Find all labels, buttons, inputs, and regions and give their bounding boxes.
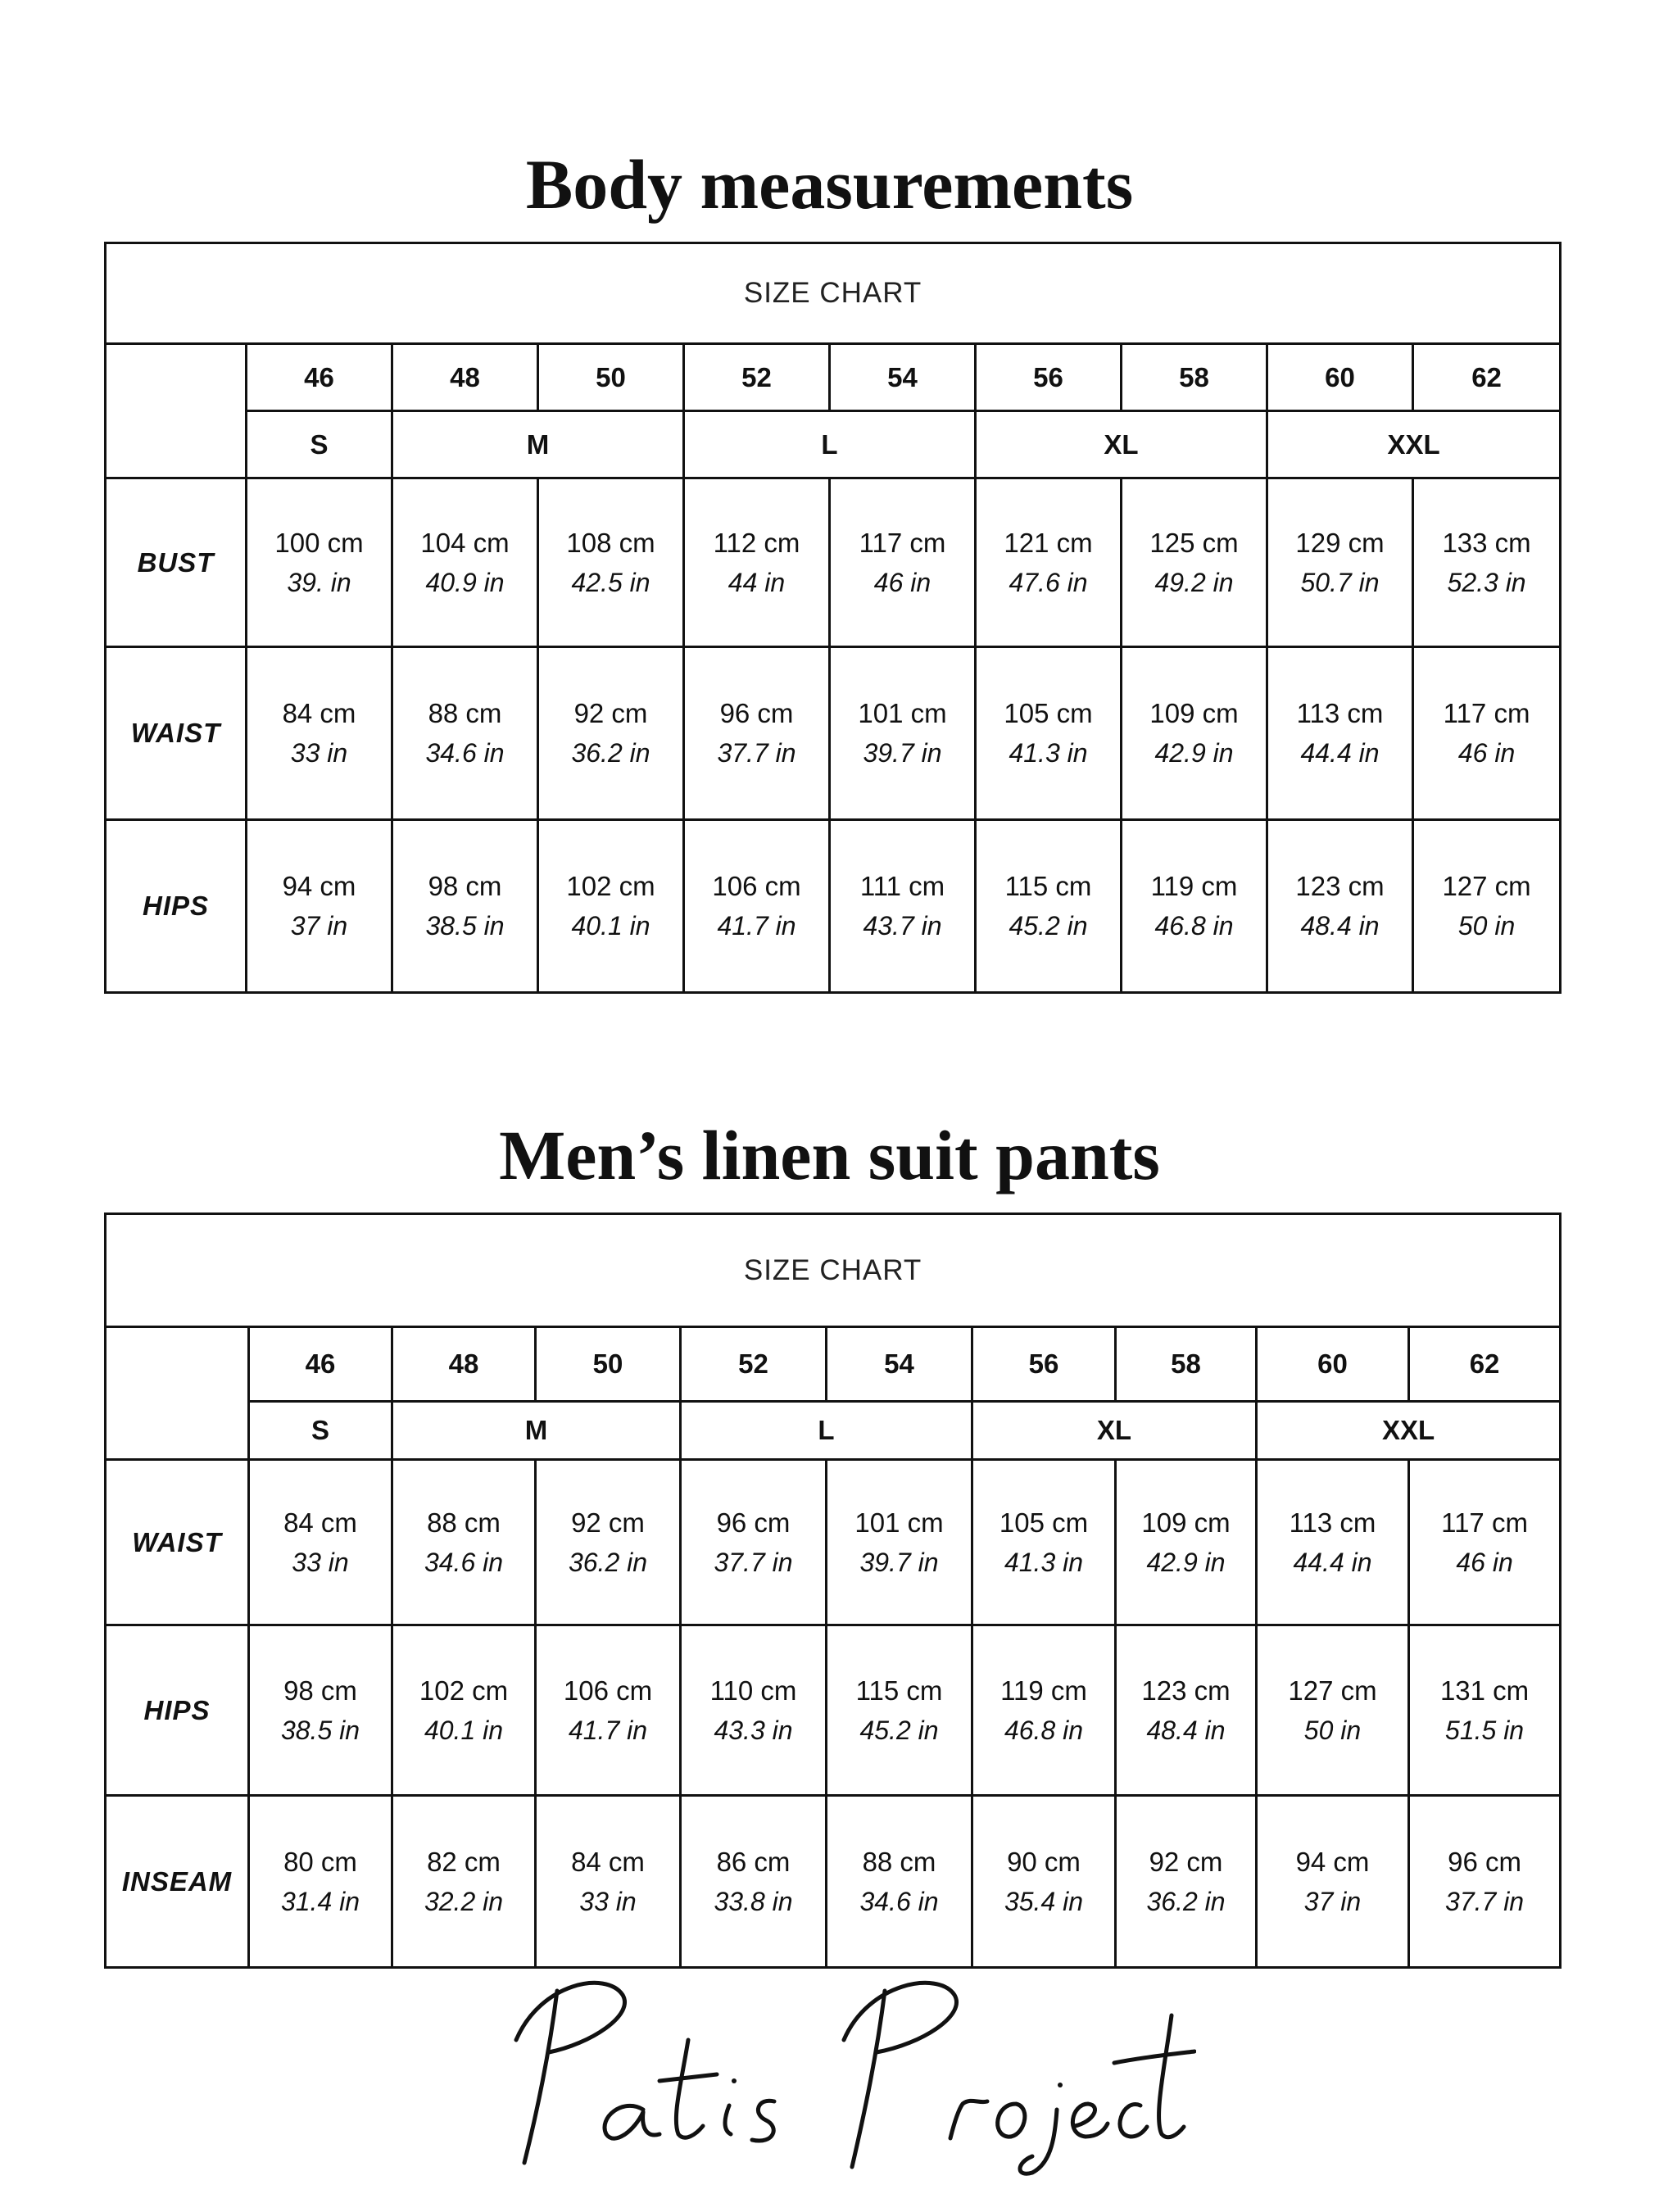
size-48: 48: [392, 344, 538, 411]
inch-value: 44.4 in: [1293, 1547, 1372, 1577]
size-54: 54: [827, 1327, 972, 1402]
measurement-cell: [684, 478, 830, 647]
measurement-cell: [392, 1796, 536, 1968]
inch-value: 46 in: [873, 567, 931, 597]
cm-value: 96 cm: [719, 698, 794, 728]
cm-value: 96 cm: [716, 1507, 791, 1538]
measurement-cell: [536, 1460, 681, 1625]
measurement-cell: [1122, 647, 1267, 820]
patis-project-signature-logo: [492, 1966, 1196, 2179]
size-60: 60: [1267, 344, 1413, 411]
measurement-cell: [1409, 1460, 1561, 1625]
inch-value: 43.3 in: [714, 1715, 793, 1745]
cm-value: 113 cm: [1296, 698, 1384, 728]
cm-value: 98 cm: [428, 871, 502, 901]
inch-value: 41.3 in: [1009, 738, 1088, 768]
measurement-cell: [249, 1796, 392, 1968]
inch-value: 33.8 in: [714, 1886, 793, 1916]
inch-value: 48.4 in: [1146, 1715, 1226, 1745]
cm-value: 90 cm: [1007, 1846, 1081, 1877]
measurement-cell: [1409, 1625, 1561, 1796]
size-56: 56: [972, 1327, 1116, 1402]
inch-value: 45.2 in: [1009, 911, 1088, 941]
inch-value: 50 in: [1457, 911, 1516, 941]
measurement-cell: [538, 478, 684, 647]
measurement-cell: [1409, 1796, 1561, 1968]
measurement-row-waist: [106, 647, 1561, 820]
measurement-cell: [1413, 478, 1561, 647]
cm-value: 86 cm: [716, 1846, 791, 1877]
letter-size-m: M: [392, 411, 684, 478]
measurement-cell: [684, 647, 830, 820]
pants-size-chart: [104, 1213, 1562, 1969]
cm-value: 92 cm: [573, 698, 648, 728]
measurement-cell: [392, 1460, 536, 1625]
measurement-cell: [976, 478, 1122, 647]
measurement-cell: [1413, 820, 1561, 993]
row-label-waist: WAIST: [106, 1460, 249, 1625]
measurement-cell: [1257, 1796, 1409, 1968]
inch-value: 38.5 in: [425, 911, 505, 941]
inch-value: 33 in: [290, 738, 348, 768]
cm-value: 106 cm: [712, 871, 801, 901]
cm-value: 82 cm: [427, 1846, 501, 1877]
inch-value: 51.5 in: [1445, 1715, 1525, 1745]
cm-value: 101 cm: [854, 1507, 944, 1538]
inch-value: 39.7 in: [863, 738, 942, 768]
cm-value: 121 cm: [1004, 527, 1093, 558]
letter-size-xxl: XXL: [1257, 1402, 1561, 1460]
inch-value: 40.1 in: [424, 1715, 504, 1745]
inch-value: 36.2 in: [568, 1547, 648, 1577]
cm-value: 117 cm: [859, 527, 946, 558]
cm-value: 123 cm: [1295, 871, 1385, 901]
inch-value: 39.7 in: [859, 1547, 939, 1577]
cm-value: 98 cm: [283, 1675, 357, 1706]
body-measurements-size-chart: [104, 242, 1562, 994]
cm-value: 88 cm: [428, 698, 502, 728]
size-52: 52: [681, 1327, 827, 1402]
measurement-cell: [249, 1460, 392, 1625]
cm-value: 129 cm: [1295, 527, 1385, 558]
cm-value: 92 cm: [1149, 1846, 1223, 1877]
inch-value: 52.3 in: [1447, 567, 1526, 597]
cm-value: 102 cm: [566, 871, 655, 901]
inch-value: 31.4 in: [280, 1886, 360, 1916]
corner-cell: [106, 344, 247, 478]
letter-size-m: M: [392, 1402, 681, 1460]
inch-value: 43.7 in: [863, 911, 942, 941]
measurement-cell: [827, 1460, 972, 1625]
inch-value: 41.7 in: [568, 1715, 648, 1745]
cm-value: 111 cm: [859, 871, 945, 901]
size-62: 62: [1409, 1327, 1561, 1402]
cm-value: 80 cm: [283, 1846, 357, 1877]
inch-value: 46.8 in: [1154, 911, 1234, 941]
size-54: 54: [830, 344, 976, 411]
inch-value: 40.1 in: [571, 911, 650, 941]
inch-value: 46.8 in: [1004, 1715, 1084, 1745]
cm-value: 104 cm: [420, 527, 510, 558]
cm-value: 94 cm: [1295, 1846, 1370, 1877]
cm-value: 119 cm: [1150, 871, 1238, 901]
cm-value: 88 cm: [862, 1846, 936, 1877]
size-50: 50: [538, 344, 684, 411]
measurement-cell: [1413, 647, 1561, 820]
inch-value: 36.2 in: [571, 738, 650, 768]
measurement-cell: [247, 820, 392, 993]
measurement-cell: [976, 647, 1122, 820]
measurement-cell: [392, 647, 538, 820]
row-label-inseam: INSEAM: [106, 1796, 249, 1968]
size-chart-header: SIZE CHART: [106, 243, 1561, 344]
cm-value: 127 cm: [1442, 871, 1531, 901]
measurement-cell: [538, 820, 684, 993]
letter-size-xxl: XXL: [1267, 411, 1561, 478]
inch-value: 45.2 in: [859, 1715, 939, 1745]
measurement-row-waist: [106, 1460, 1561, 1625]
cm-value: 123 cm: [1141, 1675, 1231, 1706]
inch-value: 33 in: [579, 1886, 637, 1916]
size-48: 48: [392, 1327, 536, 1402]
cm-value: 88 cm: [427, 1507, 501, 1538]
measurement-cell: [684, 820, 830, 993]
letter-size-l: L: [681, 1402, 972, 1460]
corner-cell: [106, 1327, 249, 1460]
cm-value: 109 cm: [1149, 698, 1239, 728]
measurement-cell: [976, 820, 1122, 993]
inch-value: 44 in: [728, 567, 786, 597]
size-46: 46: [249, 1327, 392, 1402]
measurement-cell: [827, 1796, 972, 1968]
measurement-cell: [830, 478, 976, 647]
cm-value: 115 cm: [855, 1675, 943, 1706]
letter-size-s: S: [249, 1402, 392, 1460]
cm-value: 109 cm: [1141, 1507, 1231, 1538]
inch-value: 50 in: [1303, 1715, 1362, 1745]
cm-value: 108 cm: [566, 527, 655, 558]
inch-value: 37.7 in: [717, 738, 796, 768]
size-46: 46: [247, 344, 392, 411]
cm-value: 84 cm: [282, 698, 356, 728]
letter-size-l: L: [684, 411, 976, 478]
measurement-cell: [830, 820, 976, 993]
measurement-cell: [247, 478, 392, 647]
size-58: 58: [1122, 344, 1267, 411]
body-measurements-title: Body measurements: [525, 145, 1134, 224]
size-chart-header: SIZE CHART: [106, 1214, 1561, 1327]
measurement-row-hips: [106, 1625, 1561, 1796]
measurement-cell: [1116, 1460, 1257, 1625]
cm-value: 105 cm: [1004, 698, 1093, 728]
measurement-cell: [681, 1796, 827, 1968]
row-label-hips: HIPS: [106, 1625, 249, 1796]
measurement-row-inseam: [106, 1796, 1561, 1968]
inch-value: 37.7 in: [1445, 1886, 1525, 1916]
cm-value: 117 cm: [1441, 1507, 1528, 1538]
size-56: 56: [976, 344, 1122, 411]
inch-value: 34.6 in: [424, 1547, 504, 1577]
inch-value: 50.7 in: [1300, 567, 1380, 597]
measurement-cell: [536, 1796, 681, 1968]
inch-value: 35.4 in: [1004, 1886, 1084, 1916]
measurement-cell: [1257, 1460, 1409, 1625]
size-60: 60: [1257, 1327, 1409, 1402]
measurement-row-hips: [106, 820, 1561, 993]
measurement-cell: [681, 1625, 827, 1796]
cm-value: 84 cm: [571, 1846, 645, 1877]
letter-size-xl: XL: [972, 1402, 1257, 1460]
measurement-cell: [1267, 647, 1413, 820]
size-58: 58: [1116, 1327, 1257, 1402]
cm-value: 112 cm: [713, 527, 800, 558]
measurement-cell: [1116, 1796, 1257, 1968]
measurement-cell: [1267, 820, 1413, 993]
inch-value: 42.5 in: [571, 567, 650, 597]
inch-value: 37.7 in: [714, 1547, 793, 1577]
inch-value: 46 in: [1457, 738, 1516, 768]
inch-value: 44.4 in: [1300, 738, 1380, 768]
inch-value: 36.2 in: [1146, 1886, 1226, 1916]
inch-value: 34.6 in: [859, 1886, 939, 1916]
row-label-hips: HIPS: [106, 820, 247, 993]
row-label-bust: BUST: [106, 478, 247, 647]
inch-value: 48.4 in: [1300, 911, 1380, 941]
inch-value: 47.6 in: [1009, 567, 1088, 597]
inch-value: 34.6 in: [425, 738, 505, 768]
measurement-cell: [827, 1625, 972, 1796]
measurement-cell: [972, 1460, 1116, 1625]
inch-value: 39. in: [287, 567, 351, 597]
measurement-cell: [392, 820, 538, 993]
inch-value: 42.9 in: [1154, 738, 1234, 768]
inch-value: 37 in: [290, 911, 348, 941]
measurement-cell: [1116, 1625, 1257, 1796]
measurement-cell: [972, 1625, 1116, 1796]
cm-value: 105 cm: [999, 1507, 1089, 1538]
size-52: 52: [684, 344, 830, 411]
inch-value: 37 in: [1303, 1886, 1362, 1916]
measurement-cell: [1122, 478, 1267, 647]
cm-value: 101 cm: [858, 698, 947, 728]
cm-value: 125 cm: [1149, 527, 1239, 558]
cm-value: 92 cm: [571, 1507, 645, 1538]
measurement-cell: [392, 1625, 536, 1796]
inch-value: 41.3 in: [1004, 1547, 1084, 1577]
measurement-cell: [538, 647, 684, 820]
size-50: 50: [536, 1327, 681, 1402]
inch-value: 32.2 in: [424, 1886, 504, 1916]
cm-value: 117 cm: [1443, 698, 1530, 728]
cm-value: 131 cm: [1439, 1675, 1530, 1706]
measurement-cell: [249, 1625, 392, 1796]
cm-value: 96 cm: [1448, 1846, 1521, 1877]
cm-value: 133 cm: [1442, 527, 1531, 558]
inch-value: 42.9 in: [1146, 1547, 1226, 1577]
measurement-cell: [247, 647, 392, 820]
pants-title: Men’s linen suit pants: [499, 1116, 1160, 1194]
cm-value: 113 cm: [1289, 1507, 1376, 1538]
measurement-cell: [392, 478, 538, 647]
letter-size-xl: XL: [976, 411, 1267, 478]
inch-value: 41.7 in: [717, 911, 796, 941]
measurement-row-bust: [106, 478, 1561, 647]
measurement-cell: [681, 1460, 827, 1625]
letter-size-s: S: [247, 411, 392, 478]
cm-value: 84 cm: [283, 1507, 357, 1538]
row-label-waist: WAIST: [106, 647, 247, 820]
measurement-cell: [1122, 820, 1267, 993]
measurement-cell: [972, 1796, 1116, 1968]
cm-value: 102 cm: [419, 1675, 509, 1706]
cm-value: 100 cm: [274, 527, 364, 558]
measurement-cell: [1267, 478, 1413, 647]
inch-value: 38.5 in: [280, 1715, 360, 1745]
cm-value: 127 cm: [1288, 1675, 1377, 1706]
measurement-cell: [1257, 1625, 1409, 1796]
cm-value: 94 cm: [282, 871, 356, 901]
inch-value: 49.2 in: [1154, 567, 1234, 597]
cm-value: 110 cm: [709, 1675, 797, 1706]
inch-value: 46 in: [1456, 1547, 1513, 1577]
inch-value: 33 in: [292, 1547, 349, 1577]
measurement-cell: [536, 1625, 681, 1796]
measurement-cell: [830, 647, 976, 820]
cm-value: 115 cm: [1004, 871, 1092, 901]
size-62: 62: [1413, 344, 1561, 411]
inch-value: 40.9 in: [425, 567, 505, 597]
cm-value: 106 cm: [563, 1675, 653, 1706]
cm-value: 119 cm: [1000, 1675, 1087, 1706]
